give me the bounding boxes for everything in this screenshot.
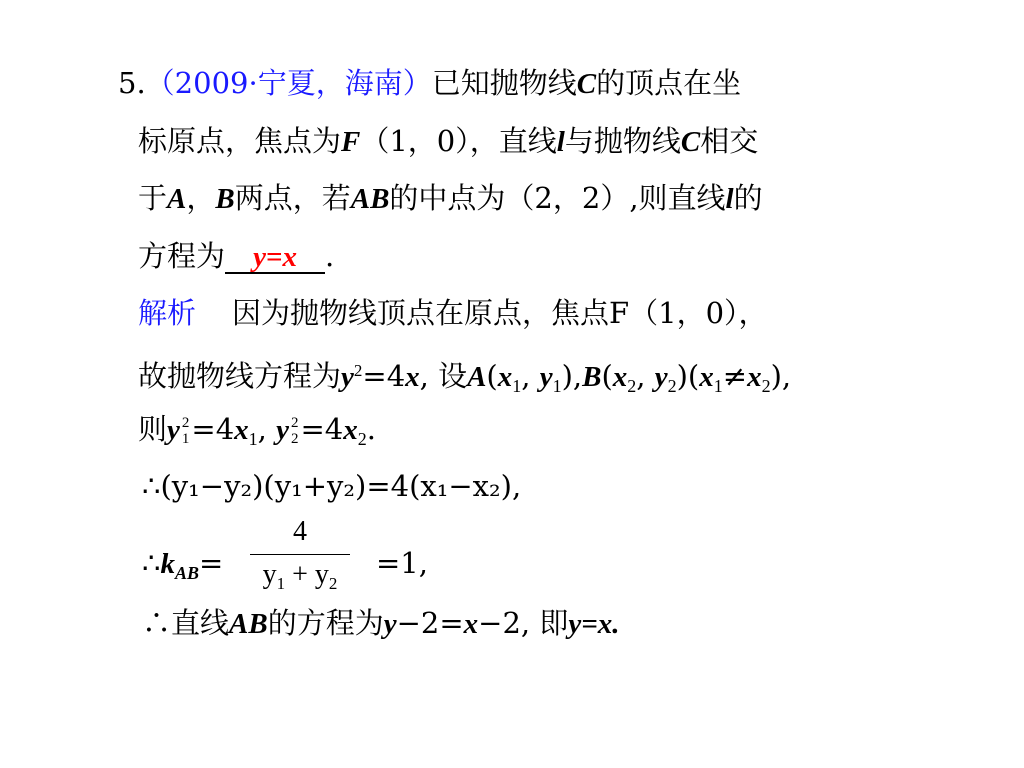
fraction-numerator: 4 [293,516,307,547]
therefore-symbol: ∴ [142,469,161,503]
fraction-bar [250,554,350,555]
problem-line-4: 方程为 y=x . [138,239,335,273]
problem-line-2: 标原点，焦点为F（1，0），直线l与抛物线C相交 [138,124,759,158]
solution-line-3: 则y 2 1 $=4x_1$, y 2 2 $=4x_2$. [138,412,376,449]
solution-line-2: 故抛物线方程为$y^2=4x$, 设$A(x_1$, $y_1),B(x_2$, $y_2)(x_1\ne x_2)$, [138,359,792,396]
fraction-denominator: $y_1 + y_2$ [262,559,338,593]
problem-source: （2009·宁夏，海南） [145,66,432,100]
solution-line-1: 解析 因为抛物线顶点在原点，焦点F（1，0）， [138,296,768,330]
solution-label: 解析 [138,296,197,330]
solution-line-5: $\therefore k_{AB}=$ [142,546,224,583]
solution-line-6: ∴直线AB的方程为y−2=x−2, 即y=x. [142,606,620,640]
problem-line-1: 5.（2009·宁夏，海南）已知抛物线C的顶点在坐 [118,66,742,100]
problem-number: 5. [118,66,146,100]
answer-blank [225,241,325,274]
slope-result: =1, [376,546,428,580]
answer: y=x [253,241,297,273]
solution-line-4: ∴(y₁−y₂)(y₁+y₂)=4(x₁−x₂), [142,469,522,503]
problem-line-3: 于A，B两点，若AB的中点为（2，2）,则直线l的 [138,181,763,215]
slope-fraction [250,516,350,594]
